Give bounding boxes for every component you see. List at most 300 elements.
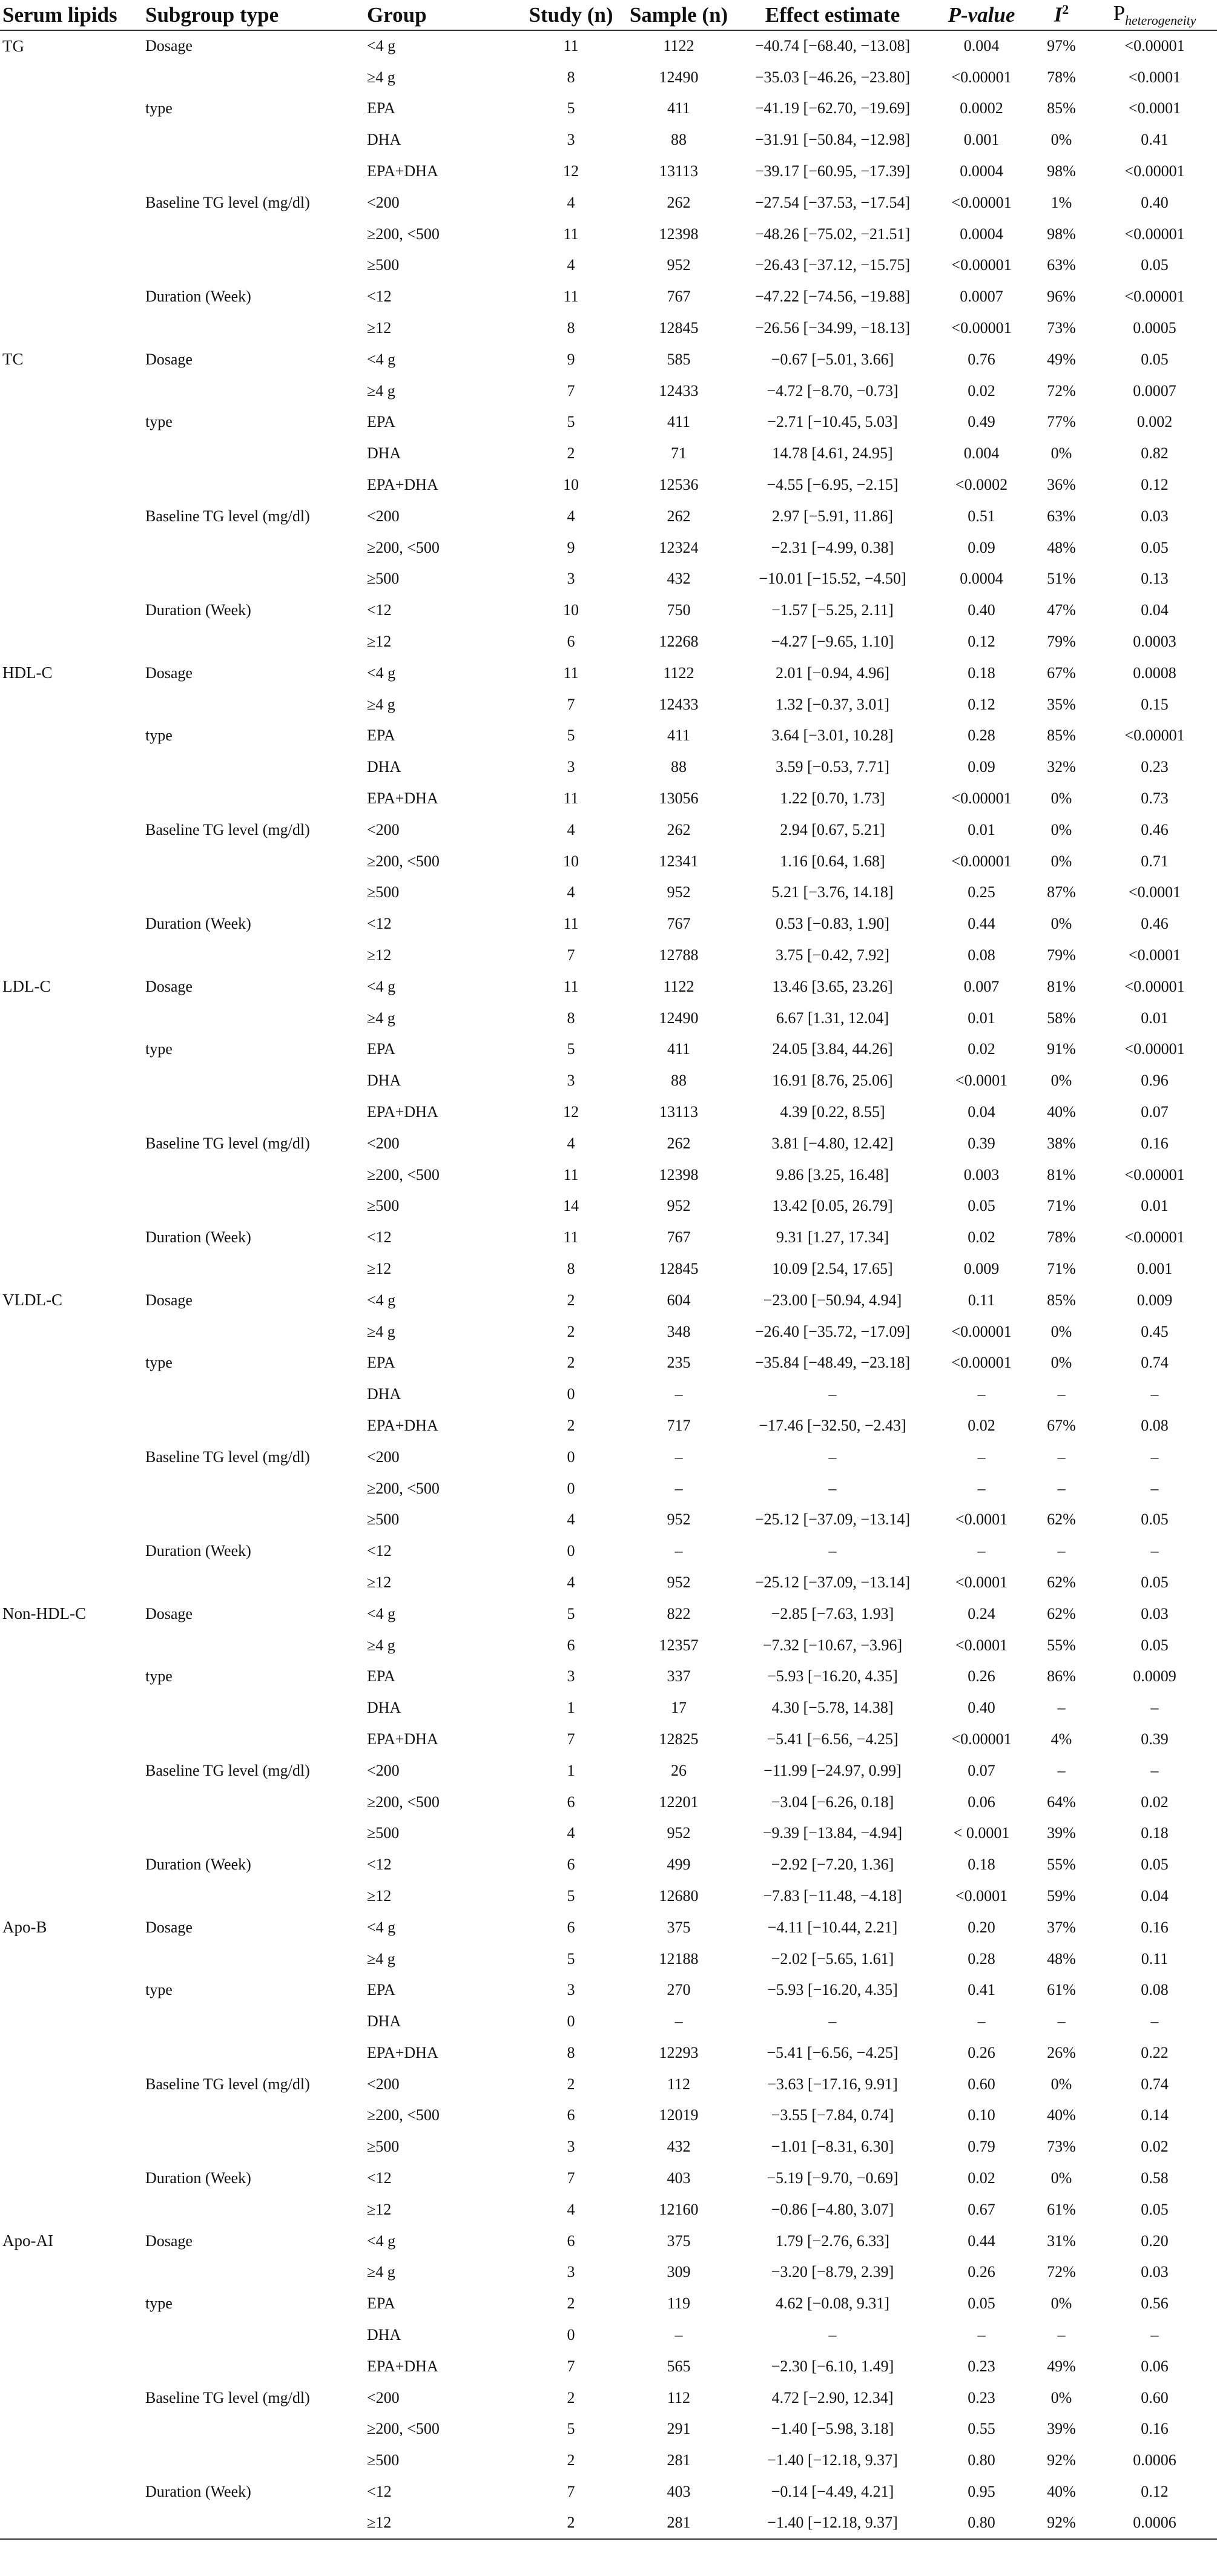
cell-group: DHA [367,1699,401,1717]
cell-i2: 0% [1050,2169,1072,2187]
cell-study: 7 [567,1730,575,1748]
cell-serum-lipid [0,1880,140,1912]
cell-serum-lipid [0,1128,140,1159]
cell-group: EPA+DHA [367,1730,438,1748]
cell-subgroup-type: Baseline TG level (mg/dl) [145,507,310,525]
cell-sample: 952 [667,256,691,274]
cell-subgroup-type: type [145,1981,173,1999]
cell-p-value: < 0.0001 [953,1824,1010,1842]
cell-p-value: 0.40 [968,1699,995,1717]
cell-sample: 717 [667,1416,691,1434]
cell-p-value: 0.12 [968,633,995,651]
cell-study: 3 [567,570,575,588]
header-i2-base: I [1054,2,1063,27]
table-row [0,1943,1217,1975]
cell-study: 4 [567,1824,575,1842]
cell-group: EPA+DHA [367,476,438,494]
cell-p-value: <0.00001 [951,256,1012,274]
cell-sample: 13113 [659,162,699,180]
cell-study: 10 [563,476,579,494]
cell-p-heterogeneity: 0.58 [1141,2169,1169,2187]
cell-study: 7 [567,381,575,400]
cell-p-value: 0.23 [968,2357,995,2375]
cell-i2: 37% [1047,1918,1076,1936]
cell-sample: 1122 [663,37,694,55]
cell-i2: 62% [1047,1573,1076,1591]
cell-i2: 36% [1047,476,1076,494]
cell-effect-estimate: 13.46 [3.65, 23.26] [772,977,893,995]
cell-subgroup-type [140,751,362,783]
cell-study: 11 [563,1228,579,1247]
cell-sample: 88 [671,1072,687,1090]
cell-study: 4 [567,820,575,838]
cell-subgroup-type [140,877,362,909]
cell-sample: 12788 [659,946,699,964]
cell-p-heterogeneity: – [1150,1542,1159,1560]
cell-p-value: 0.004 [963,444,1000,463]
cell-effect-estimate: 2.97 [−5.91, 11.86] [771,507,893,525]
cell-subgroup-type: Duration (Week) [145,1228,251,1247]
cell-p-value: 0.41 [968,1981,995,1999]
cell-group: DHA [367,1072,401,1090]
cell-i2: 0% [1050,1354,1072,1372]
cell-p-value: 0.01 [968,1009,995,1027]
cell-effect-estimate: −0.14 [−4.49, 4.21] [771,2483,894,2501]
cell-subgroup-type [140,846,362,877]
cell-study: 2 [567,2294,575,2313]
cell-study: 3 [567,2263,575,2281]
cell-group: ≥12 [367,2514,392,2532]
cell-p-heterogeneity: – [1150,1479,1159,1497]
cell-effect-estimate: −3.04 [−6.26, 0.18] [771,1793,894,1811]
cell-p-heterogeneity: 0.18 [1141,1824,1169,1842]
cell-p-value: <0.00001 [951,789,1012,808]
cell-effect-estimate: 0.53 [−0.83, 1.90] [776,915,889,933]
cell-p-value: <0.0001 [955,1573,1008,1591]
cell-study: 5 [567,1604,575,1622]
cell-serum-lipid [0,689,140,720]
cell-group: ≥12 [367,2200,392,2218]
cell-i2: 97% [1047,37,1076,55]
cell-sample: 952 [667,1510,691,1529]
cell-effect-estimate: 13.42 [0.05, 26.79] [772,1197,893,1215]
cell-subgroup-type: Dosage [145,1604,193,1622]
cell-effect-estimate: −11.99 [−24.97, 0.99] [764,1761,902,1779]
cell-p-heterogeneity: 0.05 [1141,256,1169,274]
cell-subgroup-type: Duration (Week) [145,2483,251,2501]
cell-subgroup-type: type [145,2294,173,2313]
cell-sample: 12293 [659,2043,699,2061]
cell-effect-estimate: −2.02 [−5.65, 1.61] [771,1949,894,1968]
cell-p-heterogeneity: <0.0001 [1128,99,1181,117]
cell-p-heterogeneity: 0.07 [1141,1102,1169,1121]
table-row [0,626,1217,657]
cell-i2: 40% [1047,2106,1076,2124]
cell-sample: 309 [667,2263,691,2281]
header-sample-text: Sample (n) [629,2,728,27]
header-sample [625,0,733,30]
cell-group: ≥500 [367,1824,400,1842]
cell-effect-estimate: −7.32 [−10.67, −3.96] [762,1636,903,1654]
cell-subgroup-type: Baseline TG level (mg/dl) [145,2388,310,2406]
cell-effect-estimate: −25.12 [−37.09, −13.14] [754,1573,911,1591]
cell-effect-estimate: 2.94 [0.67, 5.21] [780,820,885,838]
cell-sample: 12536 [659,476,699,494]
cell-study: 6 [567,1636,575,1654]
cell-study: 12 [563,1102,579,1121]
cell-serum-lipid [0,1222,140,1253]
cell-p-heterogeneity: 0.01 [1141,1197,1169,1215]
cell-serum-lipid [0,250,140,282]
cell-i2: 49% [1047,2357,1076,2375]
cell-serum-lipid [0,1692,140,1724]
cell-p-heterogeneity: – [1150,2012,1159,2031]
table-row [0,2288,1217,2319]
cell-p-value: <0.00001 [951,193,1012,211]
cell-serum-lipid [0,2382,140,2414]
cell-i2: 0% [1050,2294,1072,2313]
cell-group: ≥12 [367,319,392,337]
cell-p-heterogeneity: 0.60 [1141,2388,1169,2406]
cell-subgroup-type [140,940,362,971]
cell-p-value: 0.003 [963,1165,1000,1184]
cell-i2: 26% [1047,2043,1076,2061]
table-row [0,1410,1217,1441]
cell-p-value: 0.40 [968,601,995,619]
cell-effect-estimate: −1.40 [−5.98, 3.18] [771,2420,894,2438]
cell-serum-lipid [0,2131,140,2163]
cell-p-value: <0.00001 [951,68,1012,86]
cell-serum-lipid [0,187,140,219]
cell-p-heterogeneity: 0.12 [1141,476,1169,494]
table-row [0,846,1217,877]
cell-p-value: 0.02 [968,1228,995,1247]
cell-sample: 13113 [659,1102,699,1121]
cell-p-value: 0.0004 [960,225,1003,243]
cell-serum-lipid [0,407,140,438]
cell-p-value: 0.009 [963,1259,1000,1277]
cell-p-value: – [977,1542,986,1560]
cell-effect-estimate: 4.39 [0.22, 8.55] [780,1102,885,1121]
table-row [0,1253,1217,1285]
cell-subgroup-type: Baseline TG level (mg/dl) [145,193,310,211]
table-row [0,1849,1217,1880]
cell-p-heterogeneity: 0.16 [1141,2420,1169,2438]
table-row [0,1504,1217,1535]
cell-p-heterogeneity: 0.74 [1141,2075,1169,2093]
table-row [0,720,1217,752]
cell-subgroup-type: Dosage [145,1291,193,1309]
cell-sample: 585 [667,350,691,368]
cell-i2: – [1057,1542,1066,1560]
cell-p-value: 0.0004 [960,570,1003,588]
cell-group: EPA [367,1040,395,1058]
cell-p-heterogeneity: 0.002 [1136,413,1173,431]
cell-p-value: 0.0007 [960,288,1003,306]
cell-i2: 47% [1047,601,1076,619]
table-row [0,124,1217,156]
cell-group: <12 [367,1228,392,1247]
cell-p-value: 0.26 [968,2263,995,2281]
cell-serum-lipid [0,595,140,626]
cell-effect-estimate: – [828,1542,837,1560]
cell-p-heterogeneity: <0.00001 [1124,1165,1185,1184]
cell-group: DHA [367,2326,401,2344]
cell-sample: 119 [667,2294,691,2313]
cell-i2: 51% [1047,570,1076,588]
cell-i2: 79% [1047,946,1076,964]
cell-i2: 91% [1047,1040,1076,1058]
cell-i2: 85% [1047,726,1076,745]
cell-study: 5 [567,726,575,745]
cell-p-heterogeneity: <0.00001 [1124,37,1185,55]
cell-study: 9 [567,350,575,368]
cell-effect-estimate: −5.93 [−16.20, 4.35] [767,1667,898,1685]
table-row [0,1190,1217,1222]
cell-subgroup-type [140,564,362,595]
cell-p-heterogeneity: 0.12 [1141,2483,1169,2501]
cell-sample: 88 [671,758,687,776]
cell-study: 10 [563,852,579,870]
table-row [0,2131,1217,2163]
cell-i2: 87% [1047,883,1076,901]
cell-p-heterogeneity: 0.15 [1141,695,1169,713]
cell-study: 2 [567,1416,575,1434]
cell-i2: 48% [1047,538,1076,556]
cell-effect-estimate: 5.21 [−3.76, 14.18] [771,883,894,901]
cell-study: 7 [567,2483,575,2501]
cell-i2: 92% [1047,2451,1076,2469]
cell-p-heterogeneity: 0.11 [1141,1949,1169,1968]
cell-serum-lipid [0,2351,140,2382]
cell-sample: 411 [667,99,691,117]
cell-i2: – [1057,2326,1066,2344]
cell-p-heterogeneity: 0.08 [1141,1981,1169,1999]
cell-subgroup-type: Baseline TG level (mg/dl) [145,820,310,838]
cell-group: DHA [367,1385,401,1403]
cell-group: <200 [367,1134,400,1152]
cell-study: 11 [563,1165,579,1184]
cell-p-value: 0.39 [968,1134,995,1152]
cell-subgroup-type [140,62,362,93]
cell-p-heterogeneity: 0.05 [1141,1636,1169,1654]
cell-serum-lipid [0,1410,140,1441]
cell-study: 2 [567,2514,575,2532]
cell-sample: 337 [667,1667,691,1685]
cell-study: 3 [567,1072,575,1090]
header-row [0,0,1217,30]
cell-sample: 767 [667,915,691,933]
cell-study: 5 [567,1949,575,1968]
cell-sample: 411 [667,1040,691,1058]
cell-serum-lipid [0,281,140,312]
cell-subgroup-type: type [145,726,173,745]
cell-subgroup-type: type [145,1667,173,1685]
cell-i2: 4% [1050,1730,1072,1748]
cell-i2: 81% [1047,977,1076,995]
cell-subgroup-type [140,1630,362,1661]
cell-subgroup-type [140,375,362,407]
cell-sample: 71 [671,444,687,463]
cell-subgroup-type [140,1159,362,1191]
cell-subgroup-type: Dosage [145,37,193,55]
cell-serum-lipid [0,783,140,814]
cell-study: 6 [567,2232,575,2250]
table-row [0,971,1217,1003]
cell-effect-estimate: 1.79 [−2.76, 6.33] [776,2232,889,2250]
table-row [0,1003,1217,1034]
cell-sample: 12357 [659,1636,699,1654]
cell-subgroup-type [140,1787,362,1818]
cell-p-value: 0.95 [968,2483,995,2501]
table-row [0,1473,1217,1504]
cell-subgroup-type [140,1003,362,1034]
table-row [0,1598,1217,1630]
cell-i2: 78% [1047,1228,1076,1247]
cell-p-heterogeneity: 0.03 [1141,507,1169,525]
cell-effect-estimate: 4.62 [−0.08, 9.31] [776,2294,889,2313]
cell-study: 4 [567,1510,575,1529]
cell-p-heterogeneity: 0.05 [1141,538,1169,556]
table-row [0,1535,1217,1567]
cell-serum-lipid [0,2069,140,2100]
cell-serum-lipid [0,1504,140,1535]
cell-i2: 67% [1047,664,1076,682]
cell-effect-estimate: −1.40 [−12.18, 9.37] [767,2451,898,2469]
cell-serum-lipid [0,1441,140,1473]
cell-p-value: 0.28 [968,726,995,745]
cell-i2: 98% [1047,162,1076,180]
table-row [0,1379,1217,1410]
table-row [0,1285,1217,1316]
cell-serum-lipid [0,2163,140,2194]
cell-serum-lipid [0,1943,140,1975]
cell-serum-lipid: HDL-C [2,664,53,682]
cell-i2: 49% [1047,350,1076,368]
cell-subgroup-type: Dosage [145,350,193,368]
cell-study: 11 [563,977,579,995]
cell-sample: – [674,2012,683,2031]
cell-p-heterogeneity: 0.08 [1141,1416,1169,1434]
cell-p-value: 0.44 [968,915,995,933]
cell-sample: 952 [667,1824,691,1842]
cell-sample: 281 [667,2514,691,2532]
cell-sample: 1122 [663,664,694,682]
cell-sample: 767 [667,1228,691,1247]
cell-study: 11 [563,915,579,933]
table-row [0,532,1217,564]
table-body [0,30,1217,2539]
table-row [0,344,1217,375]
table-row [0,751,1217,783]
cell-sample: 411 [667,413,691,431]
cell-subgroup-type: Duration (Week) [145,1542,251,1560]
table-row [0,2069,1217,2100]
cell-p-value: <0.0001 [955,1636,1008,1654]
cell-p-value: 0.04 [968,1102,995,1121]
cell-p-value: 0.12 [968,695,995,713]
cell-study: 8 [567,1009,575,1027]
cell-serum-lipid: Non-HDL-C [2,1604,86,1623]
cell-i2: 92% [1047,2514,1076,2532]
cell-p-heterogeneity: 0.05 [1141,1510,1169,1529]
cell-sample: 12398 [659,1165,699,1184]
cell-sample: – [674,1448,683,1466]
cell-group: <200 [367,1448,400,1466]
cell-i2: – [1057,1479,1066,1497]
cell-effect-estimate: 3.59 [−0.53, 7.71] [776,758,889,776]
cell-serum-lipid [0,2445,140,2476]
cell-subgroup-type [140,2351,362,2382]
table-row [0,1159,1217,1191]
cell-i2: 0% [1050,789,1072,808]
cell-serum-lipid [0,564,140,595]
cell-i2: 58% [1047,1009,1076,1027]
cell-serum-lipid [0,1755,140,1787]
cell-i2: – [1057,1448,1066,1466]
cell-study: 0 [567,1479,575,1497]
cell-study: 9 [567,538,575,556]
cell-sample: 12433 [659,381,699,400]
cell-p-heterogeneity: 0.03 [1141,2263,1169,2281]
cell-subgroup-type [140,2414,362,2445]
cell-p-value: 0.18 [968,664,995,682]
cell-sample: 270 [667,1981,691,1999]
table-row [0,908,1217,940]
cell-p-value: 0.49 [968,413,995,431]
cell-serum-lipid [0,124,140,156]
cell-p-heterogeneity: 0.46 [1141,915,1169,933]
table-row [0,2508,1217,2539]
cell-subgroup-type [140,2037,362,2069]
cell-p-value: 0.60 [968,2075,995,2093]
cell-subgroup-type: type [145,413,173,431]
cell-p-heterogeneity: 0.0006 [1133,2514,1176,2532]
cell-serum-lipid [0,1567,140,1598]
cell-i2: 64% [1047,1793,1076,1811]
cell-group: ≥4 g [367,68,395,86]
cell-i2: 71% [1047,1197,1076,1215]
cell-p-value: <0.00001 [951,852,1012,870]
cell-group: ≥12 [367,633,392,651]
cell-serum-lipid: LDL-C [2,977,51,996]
cell-sample: 88 [671,131,687,149]
cell-subgroup-type [140,1880,362,1912]
table-row [0,2476,1217,2508]
table-row [0,407,1217,438]
cell-p-heterogeneity: <0.00001 [1124,162,1185,180]
cell-i2: 55% [1047,1856,1076,1874]
header-i2 [1031,0,1092,30]
cell-serum-lipid [0,375,140,407]
cell-study: 11 [563,225,579,243]
cell-group: <12 [367,915,392,933]
cell-study: 0 [567,2012,575,2031]
cell-group: ≥4 g [367,1322,395,1340]
cell-sample: 12201 [659,1793,699,1811]
cell-p-heterogeneity: <0.00001 [1124,288,1185,306]
cell-i2: 73% [1047,319,1076,337]
cell-sample: 12398 [659,225,699,243]
cell-group: EPA+DHA [367,2357,438,2375]
cell-p-heterogeneity: 0.16 [1141,1918,1169,1936]
cell-p-heterogeneity: <0.00001 [1124,1228,1185,1247]
table-row [0,2445,1217,2476]
cell-sample: 375 [667,2232,691,2250]
cell-subgroup-type: Baseline TG level (mg/dl) [145,1134,310,1152]
cell-i2: – [1057,1699,1066,1717]
cell-p-value: 0.05 [968,2294,995,2313]
